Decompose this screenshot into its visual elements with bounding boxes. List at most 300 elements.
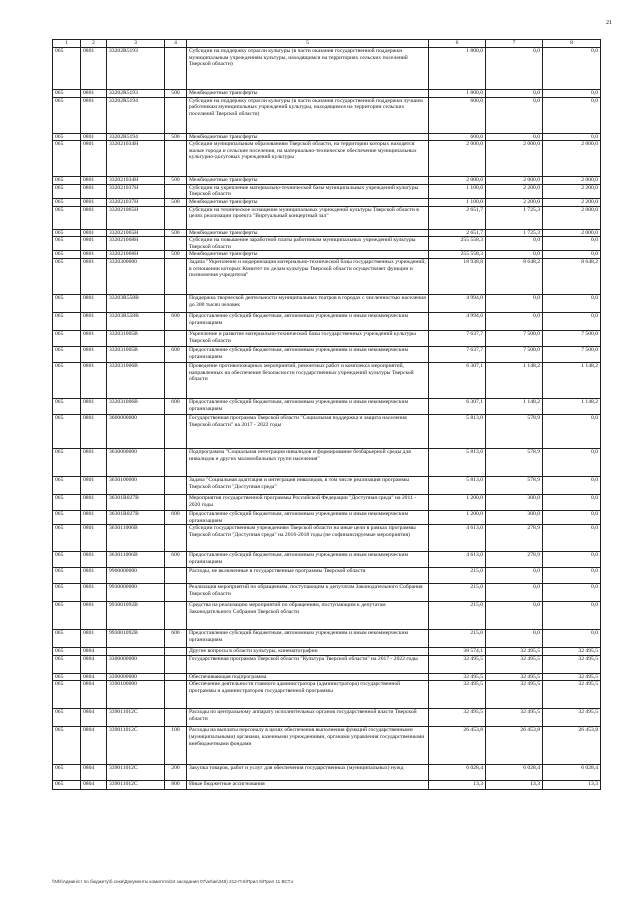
item-name-cell: Обеспечивающая подпрограмма xyxy=(187,673,429,681)
amount-year1-cell: 32 495,5 xyxy=(429,709,486,727)
amount-year1-cell: 6 028,4 xyxy=(429,765,486,781)
amount-year1-cell: 4 994,0 xyxy=(429,312,486,330)
target-article-cell: 339011012C xyxy=(107,709,165,727)
ministry-code-cell: 065 xyxy=(53,655,81,673)
target-article-cell: 332031006B xyxy=(107,398,165,414)
amount-year3-cell: 0,0 xyxy=(543,602,601,630)
item-name-cell: Субсидии на поддержку отрасли культуры (в части оказания государственной поддержки лучшим работникам муниципальных учреждений культуры, находящимся на территории сельских поселений Тверской области) xyxy=(187,97,429,133)
ministry-code-cell: 065 xyxy=(53,765,81,781)
amount-year1-cell: 4 994,0 xyxy=(429,294,486,312)
item-name-cell: Поддержка творческой деятельности муниципальных театров в городах с численностью населения до 300 тысяч человек xyxy=(187,294,429,312)
ministry-code-cell: 065 xyxy=(53,48,81,90)
section-code-cell: 0801 xyxy=(81,448,107,476)
amount-year3-cell: 0,0 xyxy=(543,476,601,494)
column-header: 3 xyxy=(107,40,165,48)
item-name-cell: Субсидии на техническое оснащение муниципальных учреждений культуры Тверской области в целях реализации проекта "Виртуальный концертный зал" xyxy=(187,206,429,229)
section-code-cell: 0801 xyxy=(81,330,107,346)
amount-year1-cell: 255 558,3 xyxy=(429,237,486,251)
table-row xyxy=(53,414,601,448)
expense-type-cell xyxy=(165,709,187,727)
item-name-cell: Задача "Социальная адаптация и интеграция инвалидов, в том числе реализация программы Тверской области "Доступная среда" xyxy=(187,476,429,494)
item-name-cell: Предоставление субсидий бюджетным, автономным учреждениям и иным некоммерческим организациям xyxy=(187,510,429,524)
ministry-code-cell: 065 xyxy=(53,648,81,656)
column-header: 4 xyxy=(165,40,187,48)
table-row xyxy=(53,346,601,362)
amount-year3-cell: 0,0 xyxy=(543,568,601,584)
ministry-code-cell: 065 xyxy=(53,414,81,448)
target-article-cell: 33203R558B xyxy=(107,312,165,330)
table-row xyxy=(53,312,601,330)
expense-type-cell xyxy=(165,681,187,709)
amount-year2-cell: 0,0 xyxy=(486,602,543,630)
section-code-cell: 0801 xyxy=(81,494,107,510)
ministry-code-cell: 065 xyxy=(53,294,81,312)
ministry-code-cell: 065 xyxy=(53,330,81,346)
item-name-cell: Субсидии государственным учреждениям Тверской области на иные цели в рамках программы Тверской области "Доступная среда" на 2016-2018 годы (не софинансируемые мероприятия) xyxy=(187,525,429,552)
ministry-code-cell: 065 xyxy=(53,602,81,630)
amount-year3-cell: 0,0 xyxy=(543,494,601,510)
column-header: 2 xyxy=(81,40,107,48)
ministry-code-cell: 065 xyxy=(53,184,81,198)
amount-year2-cell: 0,0 xyxy=(486,312,543,330)
amount-year1-cell: 6 307,1 xyxy=(429,362,486,398)
ministry-code-cell: 065 xyxy=(53,312,81,330)
amount-year3-cell: 2 000,0 xyxy=(543,141,601,177)
table-row xyxy=(53,90,601,98)
table-row xyxy=(53,568,601,584)
amount-year1-cell: 255 558,3 xyxy=(429,251,486,259)
amount-year2-cell: 26 453,8 xyxy=(486,727,543,765)
target-article-cell: 33202R5193 xyxy=(107,90,165,98)
amount-year1-cell: 215,0 xyxy=(429,630,486,648)
table-row xyxy=(53,229,601,237)
item-name-cell: Средства на реализацию мероприятий по обращениям, поступающим к депутатам Законодательного Собрания Тверской области xyxy=(187,602,429,630)
item-name-cell: Субсидии на повышение заработной платы работникам муниципальных учреждений культуры Тверской области xyxy=(187,237,429,251)
amount-year2-cell: 32 495,5 xyxy=(486,655,543,673)
amount-year3-cell: 0,0 xyxy=(543,630,601,648)
amount-year1-cell: 2 651,7 xyxy=(429,229,486,237)
section-code-cell: 0804 xyxy=(81,681,107,709)
amount-year1-cell: 38 574,1 xyxy=(429,648,486,656)
amount-year1-cell: 2 651,7 xyxy=(429,206,486,229)
section-code-cell: 0801 xyxy=(81,510,107,524)
target-article-cell: 332021034H xyxy=(107,141,165,177)
amount-year2-cell: 1 148,2 xyxy=(486,398,543,414)
table-row xyxy=(53,184,601,198)
item-name-cell: Мероприятия государственной программы Российской Федерации "Доступная среда" на 2011 - 2020 годы xyxy=(187,494,429,510)
table-row xyxy=(53,781,601,790)
amount-year1-cell: 1 100,0 xyxy=(429,184,486,198)
section-code-cell: 0801 xyxy=(81,630,107,648)
amount-year1-cell: 600,0 xyxy=(429,97,486,133)
amount-year2-cell: 2 000,0 xyxy=(486,177,543,185)
section-code-cell: 0801 xyxy=(81,258,107,294)
amount-year3-cell: 0,0 xyxy=(543,251,601,259)
amount-year2-cell: 2 200,0 xyxy=(486,198,543,206)
expense-type-cell xyxy=(165,48,187,90)
amount-year1-cell: 215,0 xyxy=(429,584,486,602)
section-code-cell: 0801 xyxy=(81,414,107,448)
expense-type-cell: 600 xyxy=(165,630,187,648)
amount-year2-cell: 278,9 xyxy=(486,525,543,552)
ministry-code-cell: 065 xyxy=(53,681,81,709)
amount-year3-cell: 2 200,0 xyxy=(543,184,601,198)
target-article-cell: 332031005B xyxy=(107,330,165,346)
page-number: 21 xyxy=(606,20,612,26)
table-row xyxy=(53,525,601,552)
item-name-cell: Межбюджетные трансферты xyxy=(187,133,429,141)
table-row xyxy=(53,602,601,630)
amount-year2-cell: 0,0 xyxy=(486,90,543,98)
amount-year1-cell: 13,3 xyxy=(429,781,486,790)
section-code-cell: 0801 xyxy=(81,251,107,259)
expense-type-cell: 500 xyxy=(165,198,187,206)
amount-year1-cell: 26 453,8 xyxy=(429,727,486,765)
table-row xyxy=(53,258,601,294)
amount-year1-cell: 32 495,5 xyxy=(429,681,486,709)
table-row xyxy=(53,552,601,568)
ministry-code-cell: 065 xyxy=(53,362,81,398)
section-code-cell: 0801 xyxy=(81,133,107,141)
amount-year2-cell: 7 500,0 xyxy=(486,346,543,362)
target-article-cell: 3390000000 xyxy=(107,673,165,681)
amount-year1-cell: 5 813,0 xyxy=(429,448,486,476)
column-header: 6 xyxy=(429,40,486,48)
expense-type-cell: 500 xyxy=(165,229,187,237)
ministry-code-cell: 065 xyxy=(53,237,81,251)
table-row xyxy=(53,476,601,494)
amount-year3-cell: 13,3 xyxy=(543,781,601,790)
table-row xyxy=(53,97,601,133)
target-article-cell: 3630000000 xyxy=(107,448,165,476)
item-name-cell: Другие вопросы в области культуры, кинематографии xyxy=(187,648,429,656)
ministry-code-cell: 065 xyxy=(53,177,81,185)
section-code-cell: 0804 xyxy=(81,709,107,727)
amount-year3-cell: 2 200,0 xyxy=(543,198,601,206)
table-row xyxy=(53,48,601,90)
table-row xyxy=(53,398,601,414)
table-row xyxy=(53,510,601,524)
item-name-cell: Государственная программа Тверской области "Социальная поддержка и защита населения Тверской области" на 2017 - 2022 годы xyxy=(187,414,429,448)
amount-year1-cell: 1 200,0 xyxy=(429,510,486,524)
section-code-cell: 0801 xyxy=(81,568,107,584)
amount-year3-cell: 0,0 xyxy=(543,584,601,602)
target-article-cell: 3600000000 xyxy=(107,414,165,448)
amount-year3-cell: 8 648,2 xyxy=(543,258,601,294)
amount-year1-cell: 2 000,0 xyxy=(429,141,486,177)
amount-year3-cell: 2 000,0 xyxy=(543,206,601,229)
table-body xyxy=(53,48,601,790)
target-article-cell: 33202R5194 xyxy=(107,97,165,133)
amount-year3-cell: 0,0 xyxy=(543,48,601,90)
section-code-cell: 0801 xyxy=(81,237,107,251)
amount-year1-cell: 7 637,7 xyxy=(429,330,486,346)
table-row xyxy=(53,141,601,177)
section-code-cell: 0801 xyxy=(81,141,107,177)
expense-type-cell: 500 xyxy=(165,177,187,185)
table-row xyxy=(53,494,601,510)
expense-type-cell: 100 xyxy=(165,727,187,765)
amount-year1-cell: 1 800,0 xyxy=(429,90,486,98)
target-article-cell: 993001092B xyxy=(107,630,165,648)
table-row xyxy=(53,133,601,141)
ministry-code-cell: 065 xyxy=(53,198,81,206)
amount-year2-cell: 0,0 xyxy=(486,97,543,133)
target-article-cell: 3320300000 xyxy=(107,258,165,294)
amount-year2-cell: 0,0 xyxy=(486,237,543,251)
expense-type-cell xyxy=(165,258,187,294)
target-article-cell: 332021068H xyxy=(107,251,165,259)
target-article-cell: 332021065H xyxy=(107,206,165,229)
amount-year3-cell: 0,0 xyxy=(543,90,601,98)
section-code-cell: 0804 xyxy=(81,648,107,656)
table-row xyxy=(53,206,601,229)
ministry-code-cell: 065 xyxy=(53,510,81,524)
table-row xyxy=(53,448,601,476)
ministry-code-cell: 065 xyxy=(53,494,81,510)
expense-type-cell: 200 xyxy=(165,765,187,781)
item-name-cell: Иные бюджетные ассигнования xyxy=(187,781,429,790)
item-name-cell: Субсидии на поддержку отрасли культуры (в части оказания государственной поддержки муниципальным учреждениям культуры, находящимся на территориях сельских поселений Тверской области) xyxy=(187,48,429,90)
expense-type-cell xyxy=(165,362,187,398)
amount-year2-cell: 278,9 xyxy=(486,552,543,568)
amount-year2-cell: 32 495,5 xyxy=(486,673,543,681)
amount-year3-cell: 32 495,5 xyxy=(543,681,601,709)
table-row xyxy=(53,727,601,765)
table-row xyxy=(53,362,601,398)
amount-year1-cell: 2 000,0 xyxy=(429,177,486,185)
target-article-cell: 332021068H xyxy=(107,237,165,251)
target-article-cell: 363011006B xyxy=(107,552,165,568)
amount-year2-cell: 0,0 xyxy=(486,568,543,584)
item-name-cell: Закупка товаров, работ и услуг для обеспечения государственных (муниципальных) нужд xyxy=(187,765,429,781)
item-name-cell: Обеспечение деятельности главного администратора (администратора) государственной программы и администраторов государственной программы xyxy=(187,681,429,709)
table-row xyxy=(53,330,601,346)
column-header: 8 xyxy=(543,40,601,48)
amount-year3-cell: 32 495,5 xyxy=(543,709,601,727)
amount-year3-cell: 0,0 xyxy=(543,312,601,330)
target-article-cell: 3300000000 xyxy=(107,655,165,673)
amount-year3-cell: 32 495,5 xyxy=(543,655,601,673)
table-row xyxy=(53,709,601,727)
amount-year2-cell: 0,0 xyxy=(486,294,543,312)
amount-year1-cell: 5 813,0 xyxy=(429,414,486,448)
item-name-cell: Межбюджетные трансферты xyxy=(187,90,429,98)
item-name-cell: Укрепление и развитие материально-технической базы государственных учреждений культуры Тверской области xyxy=(187,330,429,346)
expense-type-cell: 800 xyxy=(165,781,187,790)
ministry-code-cell: 065 xyxy=(53,568,81,584)
ministry-code-cell: 065 xyxy=(53,673,81,681)
item-name-cell: Предоставление субсидий бюджетным, автономным учреждениям и иным некоммерческим организациям xyxy=(187,630,429,648)
table-row xyxy=(53,251,601,259)
column-header: 5 xyxy=(187,40,429,48)
amount-year3-cell: 2 000,0 xyxy=(543,229,601,237)
expense-type-cell: 500 xyxy=(165,90,187,98)
section-code-cell: 0804 xyxy=(81,765,107,781)
section-code-cell: 0801 xyxy=(81,398,107,414)
amount-year2-cell: 578,9 xyxy=(486,476,543,494)
footer-file-path: \\Nfs\Админ\ст по бюджету\б.секи\Документы комитета\24 заседания 07\ая\ак\348) 312-П-6\Прил 5\Прил 11 ВСТ.х xyxy=(52,879,294,884)
ministry-code-cell: 065 xyxy=(53,90,81,98)
table-row xyxy=(53,673,601,681)
target-article-cell: 3390100000 xyxy=(107,681,165,709)
section-code-cell: 0801 xyxy=(81,294,107,312)
budget-table xyxy=(52,39,601,790)
target-article-cell: 36301R027B xyxy=(107,510,165,524)
expense-type-cell: 600 xyxy=(165,552,187,568)
ministry-code-cell: 065 xyxy=(53,727,81,765)
amount-year2-cell: 13,3 xyxy=(486,781,543,790)
ministry-code-cell: 065 xyxy=(53,346,81,362)
amount-year2-cell: 2 000,0 xyxy=(486,141,543,177)
expense-type-cell xyxy=(165,97,187,133)
column-header: 7 xyxy=(486,40,543,48)
amount-year3-cell: 1 148,2 xyxy=(543,362,601,398)
expense-type-cell xyxy=(165,237,187,251)
amount-year2-cell: 32 495,5 xyxy=(486,648,543,656)
ministry-code-cell: 065 xyxy=(53,781,81,790)
item-name-cell: Субсидии на укрепление материально-технической базы муниципальных учреждений культуры Тверской области xyxy=(187,184,429,198)
ministry-code-cell: 065 xyxy=(53,229,81,237)
section-code-cell: 0801 xyxy=(81,90,107,98)
amount-year3-cell: 2 000,0 xyxy=(543,177,601,185)
amount-year1-cell: 7 637,7 xyxy=(429,346,486,362)
ministry-code-cell: 065 xyxy=(53,476,81,494)
amount-year1-cell: 32 495,5 xyxy=(429,673,486,681)
amount-year3-cell: 32 495,5 xyxy=(543,648,601,656)
section-code-cell: 0801 xyxy=(81,206,107,229)
section-code-cell: 0801 xyxy=(81,97,107,133)
section-code-cell: 0801 xyxy=(81,602,107,630)
ministry-code-cell: 065 xyxy=(53,398,81,414)
amount-year2-cell: 0,0 xyxy=(486,251,543,259)
target-article-cell: 339011012C xyxy=(107,781,165,790)
item-name-cell: Расходы по центральному аппарату исполнительных органов государственной власти Тверской области xyxy=(187,709,429,727)
amount-year2-cell: 32 495,5 xyxy=(486,681,543,709)
item-name-cell: Межбюджетные трансферты xyxy=(187,251,429,259)
amount-year2-cell: 0,0 xyxy=(486,48,543,90)
section-code-cell: 0801 xyxy=(81,552,107,568)
amount-year3-cell: 0,0 xyxy=(543,97,601,133)
amount-year1-cell: 1 200,0 xyxy=(429,494,486,510)
ministry-code-cell: 065 xyxy=(53,552,81,568)
expense-type-cell xyxy=(165,476,187,494)
target-article-cell: 9900000000 xyxy=(107,568,165,584)
target-article-cell: 339011012C xyxy=(107,727,165,765)
item-name-cell: Задача "Укрепление и модернизация материально-технической базы государственных учреждений, в отношении которых Комитет по делам культуры Тверской области осуществляет функции и полномочия учредителя" xyxy=(187,258,429,294)
ministry-code-cell: 065 xyxy=(53,630,81,648)
target-article-cell: 332021065H xyxy=(107,229,165,237)
item-name-cell: Подпрограмма "Социальная интеграция инвалидов и формирование безбарьерной среды для инвалидов и других маломобильных групп населения" xyxy=(187,448,429,476)
ministry-code-cell: 065 xyxy=(53,258,81,294)
table-row xyxy=(53,177,601,185)
section-code-cell: 0801 xyxy=(81,184,107,198)
amount-year2-cell: 1 148,2 xyxy=(486,362,543,398)
ministry-code-cell: 065 xyxy=(53,97,81,133)
amount-year3-cell: 0,0 xyxy=(543,525,601,552)
ministry-code-cell: 065 xyxy=(53,448,81,476)
target-article-cell: 332031006B xyxy=(107,362,165,398)
item-name-cell: Расходы на выплаты персоналу в целях обеспечения выполнения функций государственными (муниципальными) органами, казенными учреждениями, органами управления государственными внебюджетными фондами xyxy=(187,727,429,765)
expense-type-cell: 500 xyxy=(165,251,187,259)
target-article-cell: 33203R558B xyxy=(107,294,165,312)
table-row xyxy=(53,681,601,709)
amount-year1-cell: 6 307,1 xyxy=(429,398,486,414)
amount-year3-cell: 32 495,5 xyxy=(543,673,601,681)
amount-year3-cell: 0,0 xyxy=(543,510,601,524)
ministry-code-cell: 065 xyxy=(53,206,81,229)
section-code-cell: 0801 xyxy=(81,198,107,206)
expense-type-cell xyxy=(165,294,187,312)
amount-year1-cell: 215,0 xyxy=(429,568,486,584)
table-row xyxy=(53,655,601,673)
expense-type-cell: 600 xyxy=(165,398,187,414)
amount-year2-cell: 32 495,5 xyxy=(486,709,543,727)
amount-year2-cell: 6 028,4 xyxy=(486,765,543,781)
expense-type-cell xyxy=(165,414,187,448)
target-article-cell: 332021034H xyxy=(107,177,165,185)
section-code-cell: 0801 xyxy=(81,362,107,398)
section-code-cell: 0801 xyxy=(81,312,107,330)
target-article-cell: 332021037H xyxy=(107,184,165,198)
expense-type-cell: 600 xyxy=(165,510,187,524)
section-code-cell: 0801 xyxy=(81,48,107,90)
amount-year3-cell: 0,0 xyxy=(543,448,601,476)
amount-year3-cell: 26 453,8 xyxy=(543,727,601,765)
amount-year3-cell: 0,0 xyxy=(543,414,601,448)
section-code-cell: 0804 xyxy=(81,673,107,681)
table-row xyxy=(53,237,601,251)
amount-year2-cell: 578,9 xyxy=(486,448,543,476)
target-article-cell: 9930000000 xyxy=(107,584,165,602)
target-article-cell: 3630100000 xyxy=(107,476,165,494)
expense-type-cell xyxy=(165,448,187,476)
expense-type-cell: 600 xyxy=(165,346,187,362)
amount-year1-cell: 32 495,5 xyxy=(429,655,486,673)
amount-year1-cell: 600,0 xyxy=(429,133,486,141)
amount-year1-cell: 5 813,0 xyxy=(429,476,486,494)
item-name-cell: Субсидии муниципальным образованиям Тверской области, на территории которых находятся малые города и сельские поселения, на материально-техническое обеспечение муниципальных культурно-досуговых учреждений культуры xyxy=(187,141,429,177)
target-article-cell: 332021037H xyxy=(107,198,165,206)
amount-year1-cell: 1 800,0 xyxy=(429,48,486,90)
section-code-cell: 0801 xyxy=(81,229,107,237)
expense-type-cell xyxy=(165,584,187,602)
amount-year2-cell: 2 200,0 xyxy=(486,184,543,198)
item-name-cell: Проведение противопожарных мероприятий, ремонтных работ и комплекса мероприятий, направленных на обеспечение безопасности государственных учреждений культуры Тверской области xyxy=(187,362,429,398)
item-name-cell: Предоставление субсидий бюджетным, автономным учреждениям и иным некоммерческим организациям xyxy=(187,346,429,362)
item-name-cell: Межбюджетные трансферты xyxy=(187,198,429,206)
item-name-cell: Предоставление субсидий бюджетным, автономным учреждениям и иным некоммерческим организациям xyxy=(187,398,429,414)
table-row xyxy=(53,648,601,656)
amount-year3-cell: 7 500,0 xyxy=(543,330,601,346)
expense-type-cell xyxy=(165,602,187,630)
item-name-cell: Расходы, не включенные в государственные программы Тверской области xyxy=(187,568,429,584)
target-article-cell: 332031005B xyxy=(107,346,165,362)
expense-type-cell xyxy=(165,184,187,198)
expense-type-cell xyxy=(165,568,187,584)
expense-type-cell xyxy=(165,673,187,681)
section-code-cell: 0801 xyxy=(81,177,107,185)
ministry-code-cell: 065 xyxy=(53,133,81,141)
section-code-cell: 0801 xyxy=(81,525,107,552)
item-name-cell: Предоставление субсидий бюджетным, автономным учреждениям и иным некоммерческим организациям xyxy=(187,312,429,330)
expense-type-cell xyxy=(165,330,187,346)
target-article-cell: 33202R5194 xyxy=(107,133,165,141)
amount-year2-cell: 300,0 xyxy=(486,510,543,524)
expense-type-cell xyxy=(165,494,187,510)
item-name-cell: Межбюджетные трансферты xyxy=(187,177,429,185)
amount-year3-cell: 6 028,4 xyxy=(543,765,601,781)
